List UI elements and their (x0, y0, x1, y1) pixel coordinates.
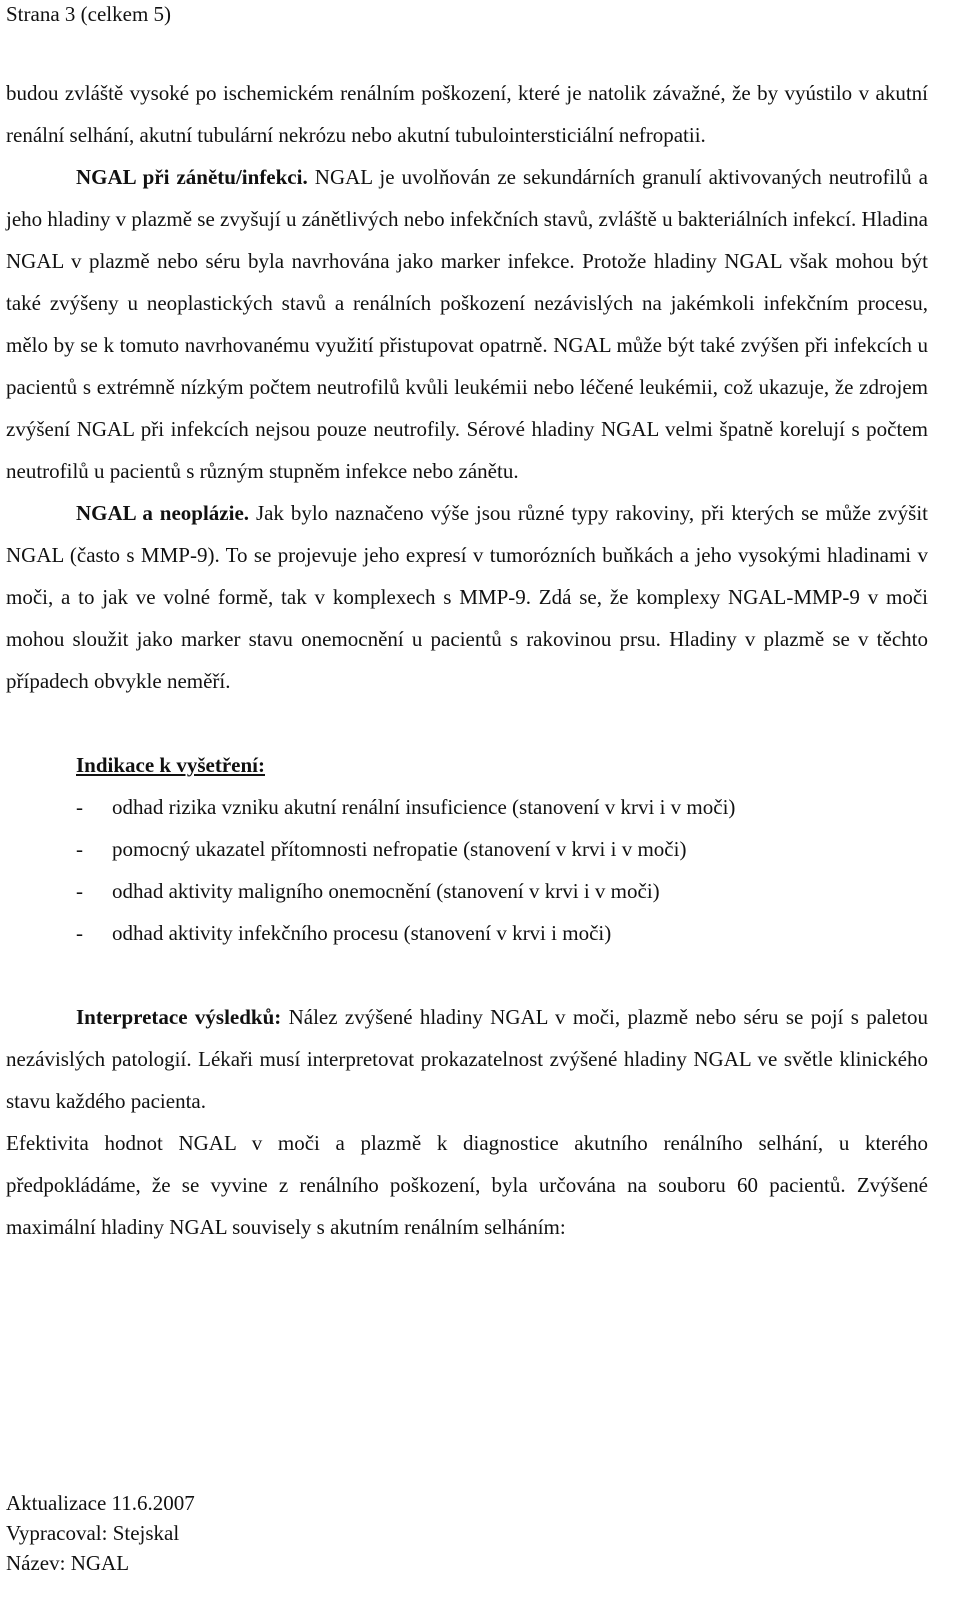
paragraph-renal: budou zvláště vysoké po ischemickém renálním poškození, které je natolik závažné, že by vyústilo v akutní renální selhání, akutní tubulární nekrózu nebo akutní tubulointersticiální nefropatii. (6, 81, 928, 147)
footer-name: Název: NGAL (6, 1551, 130, 1575)
indications-heading: Indikace k vyšetření: (76, 753, 265, 777)
list-item: - odhad rizika vzniku akutní renální insuficience (stanovení v krvi i v moči) (6, 786, 928, 828)
paragraph-interpretation-text: Nález zvýšené hladiny NGAL v moči, plazmě nebo séru se pojí s paletou nezávislých patologií. Lékaři musí interpretovat prokazatelnost zvýšené hladiny NGAL ve světle klinického stavu každého pacienta. (6, 1005, 929, 1113)
footer-updated: Aktualizace 11.6.2007 (6, 1491, 195, 1515)
page-number-header: Strana 3 (celkem 5) (6, 2, 172, 26)
dash-bullet: - (76, 879, 83, 903)
list-item: - odhad aktivity maligního onemocnění (stanovení v krvi i v moči) (6, 870, 928, 912)
paragraph-interpretation (6, 996, 928, 1122)
section-title-interpretation: Interpretace výsledků: (76, 1005, 282, 1029)
section-title-inflammation: NGAL při zánětu/infekci. (76, 165, 308, 189)
paragraph-inflammation (6, 156, 928, 492)
document-body (6, 72, 928, 1248)
list-item: - pomocný ukazatel přítomnosti nefropatie (stanovení v krvi i v moči) (6, 828, 928, 870)
footer-author: Vypracoval: Stejskal (6, 1521, 180, 1545)
paragraph-neoplasia (6, 492, 928, 702)
paragraph-inflammation-text: NGAL je uvolňován ze sekundárních granulí aktivovaných neutrofilů a jeho hladiny v plazmě se zvyšují u zánětlivých nebo infekčních stavů, zvláště u bakteriálních infekcí. Hladina NGAL v plazmě nebo séru byla navrhována jako marker infekce. Protože hladiny NGAL však mohou být také zvýšeny u neoplastických stavů a renálních poškození nezávislých na jakémkoli infekčním procesu, mělo by se k tomuto navrhovanému využití přistupovat opatrně. NGAL může být také zvýšen při infekcích u pacientů s extrémně nízkým počtem neutrofilů kvůli leukémii nebo léčené leukémii, což ukazuje, že zdrojem zvýšení NGAL při infekcích nejsou pouze neutrofily. Sérové hladiny NGAL velmi špatně korelují s počtem neutrofilů u pacientů s různým stupněm infekce nebo zánětu. (6, 165, 928, 483)
section-title-neoplasia: NGAL a neoplázie. (76, 501, 250, 525)
indications-list (6, 786, 928, 954)
list-item: - odhad aktivity infekčního procesu (stanovení v krvi i moči) (6, 912, 928, 954)
paragraph-neoplasia-text: Jak bylo naznačeno výše jsou různé typy rakoviny, při kterých se může zvýšit NGAL (často s MMP-9). To se projevuje jeho expresí v tumorózních buňkách a jeho vysokými hladinami v moči, a to jak ve volné formě, tak v komplexech s MMP-9. Zdá se, že komplexy NGAL-MMP-9 v moči mohou sloužit jako marker stavu onemocnění u pacientů s rakovinou prsu. Hladiny v plazmě se v těchto případech obvykle neměří. (6, 501, 928, 693)
paragraph-efficiency: Efektivita hodnot NGAL v moči a plazmě k diagnostice akutního renálního selhání, u kterého předpokládáme, že se vyvine z renálního poškození, byla určována na souboru 60 pacientů. Zvýšené maximální hladiny NGAL souvisely s akutním renálním selháním: (6, 1131, 928, 1239)
dash-bullet: - (76, 837, 83, 861)
dash-bullet: - (76, 921, 83, 945)
document-footer (6, 1488, 195, 1578)
dash-bullet: - (76, 795, 83, 819)
